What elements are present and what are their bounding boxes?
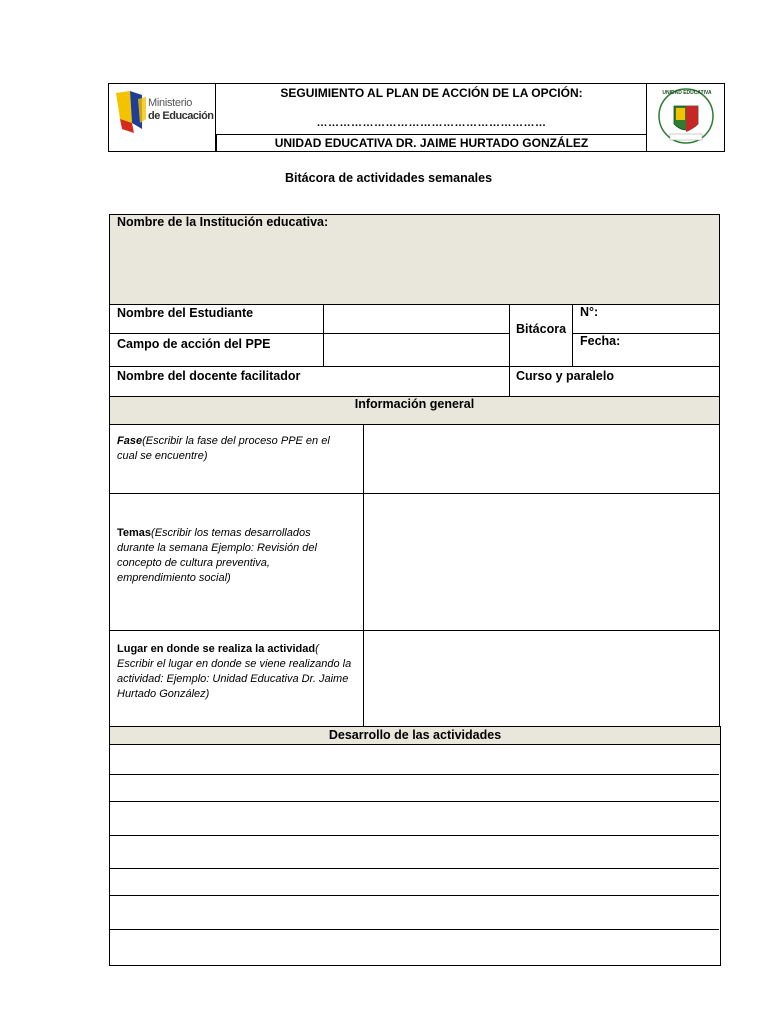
- institution-label: Nombre de la Institución educativa:: [117, 215, 329, 229]
- activity-row[interactable]: [110, 775, 719, 802]
- number-label: N°:: [580, 305, 599, 319]
- fase-term: Fase: [117, 435, 143, 447]
- field-input[interactable]: [323, 333, 510, 367]
- lugar-term: Lugar en donde se realiza la actividad: [117, 643, 316, 655]
- date-label: Fecha:: [580, 334, 621, 348]
- ministry-name-line2: de Educación: [148, 110, 214, 122]
- seal-text: UNIDAD EDUCATIVA: [662, 90, 712, 96]
- ministry-name-line1: Ministerio: [148, 97, 193, 109]
- activity-row[interactable]: [110, 869, 719, 896]
- header-school-name: UNIDAD EDUCATIVA DR. JAIME HURTADO GONZÁLEZ: [274, 136, 589, 150]
- activity-row[interactable]: [110, 744, 719, 775]
- student-label: Nombre del Estudiante: [117, 306, 254, 320]
- fase-hint: (Escribir la fase del proceso PPE en el cual se encuentre): [117, 435, 330, 462]
- activity-row[interactable]: [110, 930, 719, 964]
- lugar-description: [117, 642, 355, 702]
- activities-table: [109, 744, 721, 966]
- header-title: SEGUIMIENTO AL PLAN DE ACCIÓN DE LA OPCIÓN:: [280, 86, 583, 100]
- teacher-label: Nombre del docente facilitador: [117, 369, 301, 383]
- fase-description: [117, 434, 349, 464]
- activity-row[interactable]: [110, 802, 719, 836]
- course-label: Curso y paralelo: [516, 369, 614, 383]
- field-label: Campo de acción del PPE: [117, 337, 271, 351]
- temas-description: [117, 526, 349, 586]
- temas-term: Temas: [117, 527, 152, 539]
- lugar-input[interactable]: [363, 630, 720, 727]
- activities-title: Desarrollo de las actividades: [328, 728, 502, 742]
- fase-input[interactable]: [363, 424, 720, 494]
- lugar-hint: ( Escribir el lugar en donde se viene realizando la actividad: Ejemplo: Unidad Educativa Dr. Jaime Hurtado González): [117, 643, 352, 700]
- temas-input[interactable]: [363, 493, 720, 631]
- student-input[interactable]: [323, 304, 510, 334]
- general-info-title: Información general: [354, 397, 475, 411]
- page-subtitle: Bitácora de actividades semanales: [285, 171, 493, 185]
- header-option-blank: ……………………………………………………: [316, 117, 547, 129]
- temas-hint: (Escribir los temas desarrollados durante la semana Ejemplo: Revisión del concepto de cultura preventiva, emprendimiento social): [117, 527, 317, 584]
- ministry-logo-cell: [108, 83, 216, 152]
- school-seal-cell: [647, 83, 725, 152]
- activity-row[interactable]: [110, 836, 719, 869]
- activity-row[interactable]: [110, 896, 719, 930]
- bitacora-label: Bitácora: [516, 322, 567, 336]
